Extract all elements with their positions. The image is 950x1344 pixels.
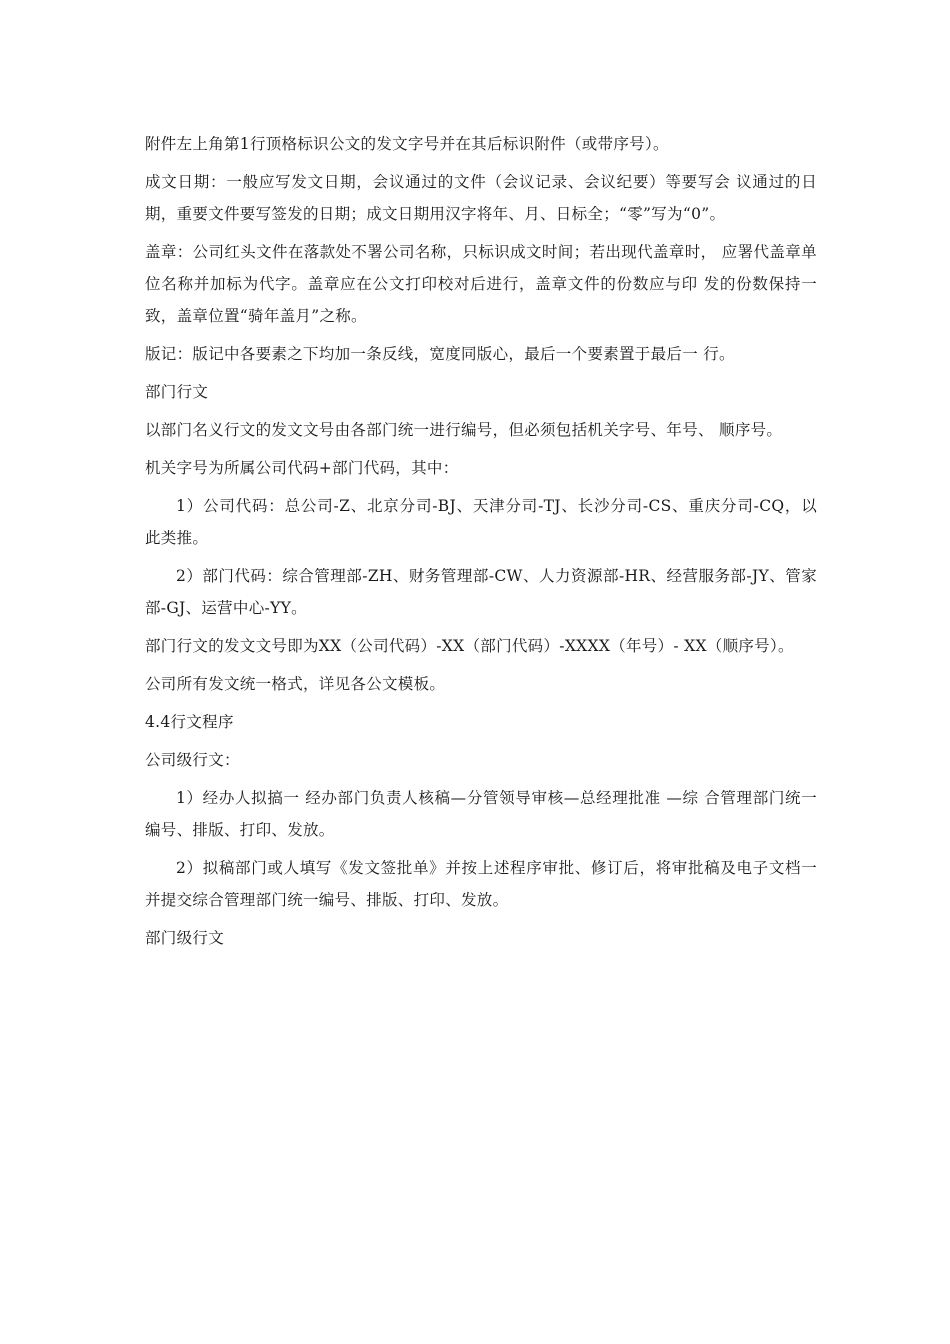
heading-department-document: 部门行文 [145,383,209,401]
paragraph-attachment-number: 附件左上角第1行顶格标识公文的发文字号并在其后标识附件（或带序号）。 [145,135,669,153]
paragraph-number-format: 部门行文的发文文号即为XX（公司代码）-XX（部门代码）-XXXX（年号）- XX（顺序号）。 [145,637,794,655]
list-item-company-flow: 1）经办人拟搞一 经办部门负责人核稿—分管领导审核—总经理批准 —综 合管理部门统一编号、排版、打印、发放。 [145,789,817,839]
paragraph-department-numbering: 以部门名义行文的发文文号由各部门统一进行编号，但必须包括机关字号、年号、 顺序号。 [145,421,783,439]
list-item-department-code: 2）部门代码：综合管理部-ZH、财务管理部-CW、人力资源部-HR、经营服务部-JY、管家 部-GJ、运营中心-YY。 [145,567,817,617]
paragraph-organ-code: 机关字号为所属公司代码+部门代码，其中： [145,459,459,477]
paragraph-issue-date: 成文日期：一般应写发文日期，会议通过的文件（会议记录、会议纪要）等要写会 议通过的日期，重要文件要写签发的日期；成文日期用汉字将年、月、日标全；“零”写为“0”。 [145,173,817,223]
list-item-approval-form: 2）拟稿部门或人填写《发文签批单》并按上述程序审批、修订后，将审批稿及电子文档一并提交综合管理部门统一编号、排版、打印、发放。 [145,859,817,909]
paragraph-unified-format: 公司所有发文统一格式，详见各公文模板。 [145,675,446,693]
paragraph-imprint: 版记：版记中各要素之下均加一条反线，宽度同版心，最后一个要素置于最后一 行。 [145,345,735,363]
heading-company-level: 公司级行文： [145,751,240,769]
document-body [145,128,817,960]
heading-procedure: 4.4行文程序 [145,713,234,731]
list-item-company-code: 1）公司代码：总公司-Z、北京分司-BJ、天津分司-TJ、长沙分司-CS、重庆分司-CQ，以 此类推。 [145,497,817,547]
paragraph-seal: 盖章：公司红头文件在落款处不署公司名称，只标识成文时间；若出现代盖章时， 应署代盖章单位名称并加标为代字。盖章应在公文打印校对后进行，盖章文件的份数应与印 发的份数保持一致，盖章位置“骑年盖月”之称。 [145,243,817,325]
heading-department-level: 部门级行文 [145,929,225,947]
